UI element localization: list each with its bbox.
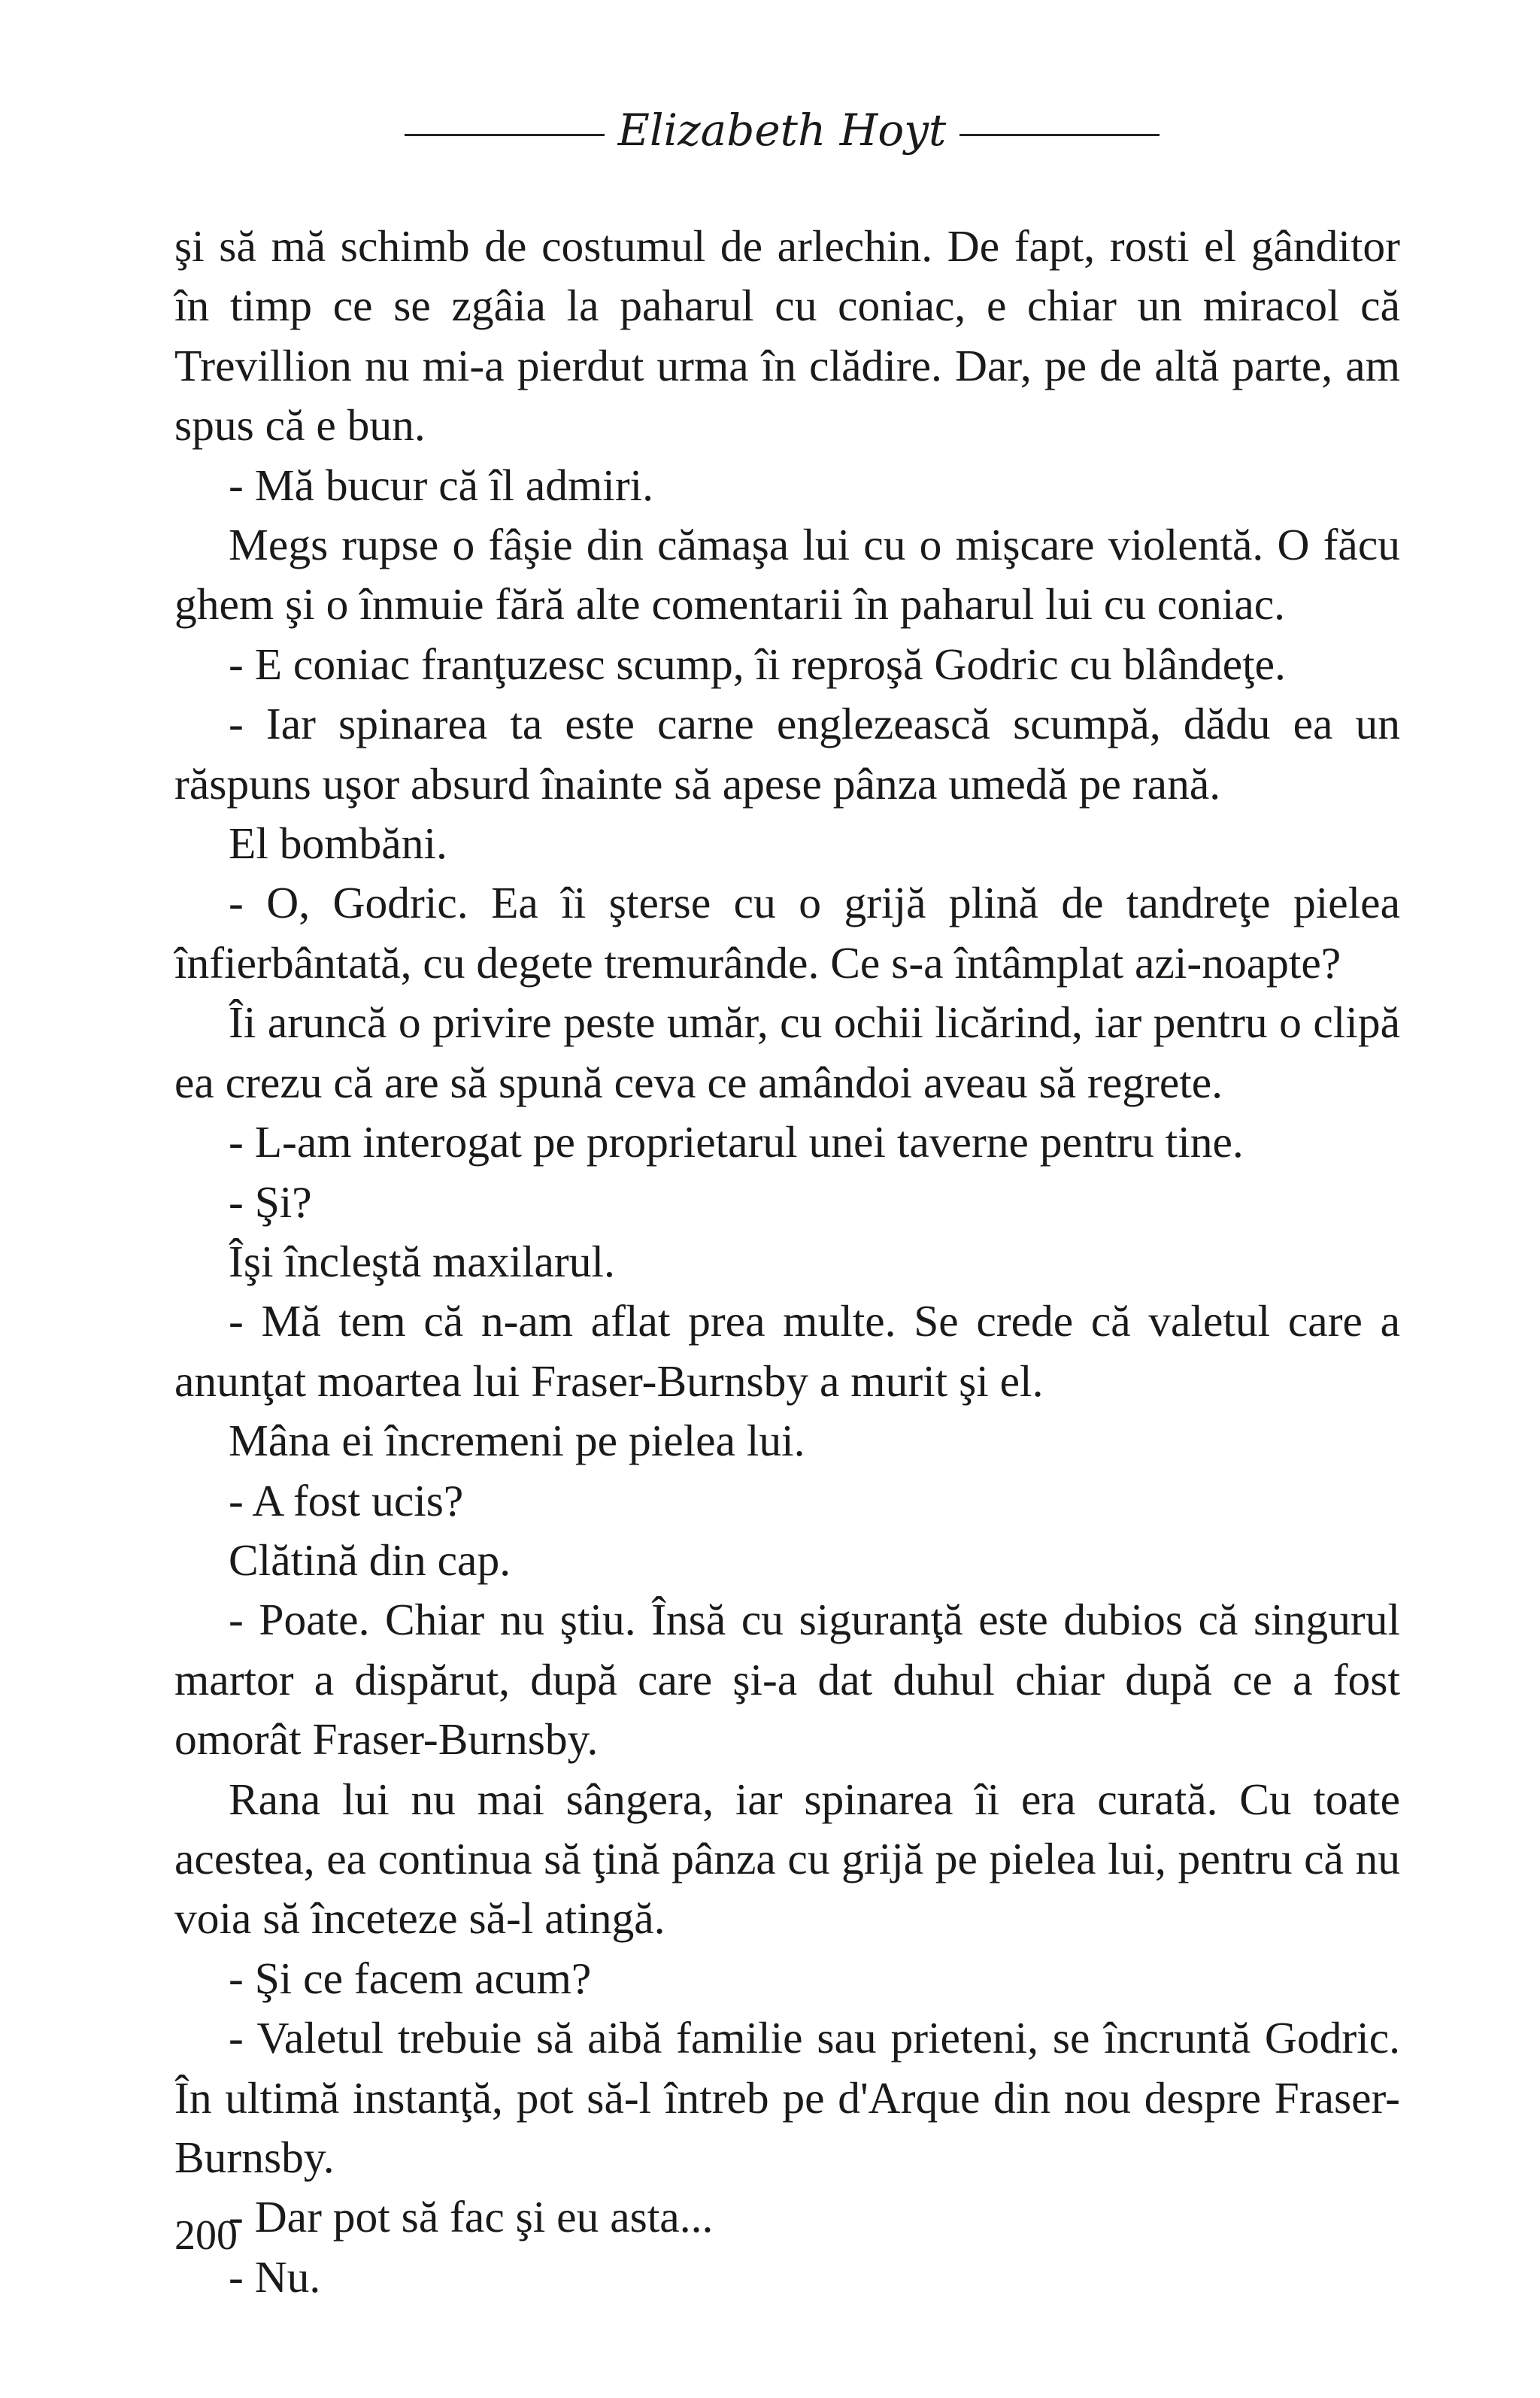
paragraph: Mâna ei încremeni pe pielea lui.	[229, 1416, 805, 1466]
paragraph: - Dar pot să fac şi eu asta...	[229, 2192, 714, 2242]
page-number: 200	[174, 2212, 238, 2259]
paragraph: - Iar spinarea ta este carne englezească scumpă, dădu ea un răspuns uşor absurd înainte să apese pânza umedă pe rană.	[174, 699, 1400, 809]
paragraph: şi să mă schimb de costumul de arlechin. De fapt, rosti el gânditor în timp ce se zgâia la paharul cu coniac, e chiar un miracol că Trevillion nu mi-a pierdut urma în clădire. Dar, pe de altă parte, am spus că e bun.	[174, 221, 1400, 451]
running-header	[391, 89, 1173, 172]
paragraph: - O, Godric. Ea îi şterse cu o grijă plină de tandreţe pielea înfierbântată, cu degete tremurânde. Ce s-a întâmplat azi-noapte?	[174, 878, 1400, 988]
body-text	[174, 217, 1400, 2307]
paragraph: - E coniac franţuzesc scump, îi reproşă Godric cu blândeţe.	[229, 639, 1286, 689]
paragraph: - A fost ucis?	[229, 1475, 464, 1525]
paragraph: - Valetul trebuie să aibă familie sau prieteni, se încruntă Godric. În ultimă instanţă, pot să-l întreb pe d'Arque din nou despre Fraser-Burnsby.	[174, 2013, 1400, 2182]
paragraph: Clătină din cap.	[229, 1534, 511, 1585]
paragraph: - Nu.	[229, 2251, 321, 2302]
paragraph: - Mă bucur că îl admiri.	[229, 460, 654, 510]
paragraph: El bombăni.	[229, 818, 447, 869]
paragraph: Îi aruncă o privire peste umăr, cu ochii licărind, iar pentru o clipă ea crezu că are să spună ceva ce amândoi aveau să regrete.	[174, 997, 1400, 1107]
paragraph: - Şi ce facem acum?	[229, 1953, 592, 2003]
paragraph: - Mă tem că n-am aflat prea multe. Se crede că valetul care a anunţat moartea lui Fraser-Burnsby a murit şi el.	[174, 1296, 1400, 1406]
header-rule-right	[959, 134, 1160, 136]
paragraph: - Poate. Chiar nu ştiu. Însă cu siguranţă este dubios că singurul martor a dispărut, după care şi-a dat duhul chiar după ce a fost omorât Fraser-Burnsby.	[174, 1595, 1400, 1765]
paragraph: Îşi încleştă maxilarul.	[229, 1236, 615, 1286]
paragraph: Rana lui nu mai sângera, iar spinarea îi era curată. Cu toate acestea, ea continua să ţină pânza cu grijă pe pielea lui, pentru că nu voia să înceteze să-l atingă.	[174, 1774, 1400, 1944]
paragraph: - Şi?	[229, 1176, 312, 1227]
running-title: Elizabeth Hoyt	[617, 105, 947, 156]
paragraph: - L-am interogat pe proprietarul unei taverne pentru tine.	[229, 1117, 1244, 1167]
paragraph: Megs rupse o fâşie din cămaşa lui cu o mişcare violentă. O făcu ghem şi o înmuie fără alte comentarii în paharul lui cu coniac.	[174, 520, 1400, 630]
header-rule-left	[405, 134, 605, 136]
